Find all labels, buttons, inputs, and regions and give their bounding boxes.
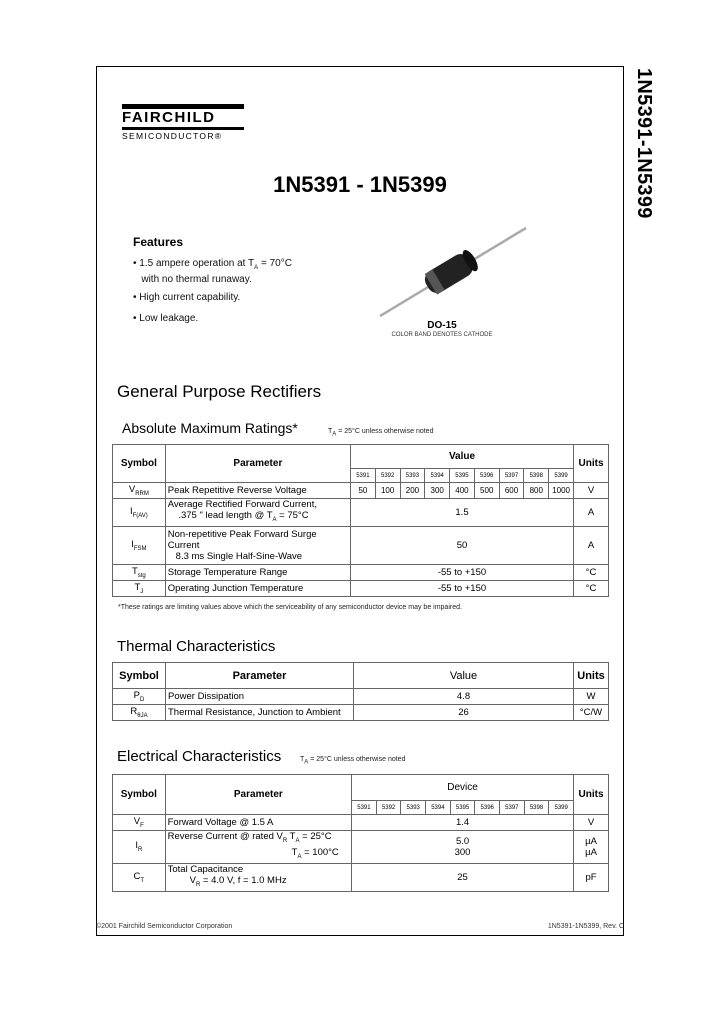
- header-parameter: Parameter: [166, 663, 354, 689]
- package-label: DO-15: [427, 320, 457, 331]
- package-note: COLOR BAND DENOTES CATHODE: [391, 332, 493, 338]
- footer-copyright: ©2001 Fairchild Semiconductor Corporation: [96, 923, 233, 930]
- feature-item-2: • High current capability.: [133, 292, 241, 303]
- header-symbol: Symbol: [113, 775, 166, 815]
- device-col: 5398: [524, 801, 549, 815]
- section-title: General Purpose Rectifiers: [117, 382, 322, 401]
- header-value: Value: [354, 663, 574, 689]
- device-col: 5394: [425, 469, 450, 483]
- table-row: $I_{F(AV)}$ Average Rectified Forward Current, .375 " lead length @ $T_A = 75^\circ C$ 1.5 A: [113, 499, 609, 527]
- logo-sub: SEMICONDUCTOR®: [122, 131, 223, 141]
- device-col: 5394: [426, 801, 451, 815]
- electrical-title: Electrical Characteristics: [117, 748, 282, 765]
- device-col: 5391: [351, 469, 376, 483]
- electrical-table: [112, 774, 609, 892]
- table-row: $V_{RRM}$ Peak Repetitive Reverse Voltage 50 100 200 300 400 500 600 800 1000 V: [113, 483, 609, 499]
- device-col: 5393: [400, 469, 425, 483]
- header-symbol: Symbol: [113, 445, 166, 483]
- header-symbol: Symbol: [113, 663, 166, 689]
- abs-max-table: [112, 444, 609, 597]
- device-col: 5396: [475, 801, 500, 815]
- device-col: 5395: [450, 801, 475, 815]
- thermal-table: [112, 662, 609, 721]
- do15-package-image: [378, 224, 528, 324]
- header-units: Units: [574, 663, 609, 689]
- feature-item-3: • Low leakage.: [133, 313, 199, 324]
- table-row: $P_D$ Power Dissipation 4.8 W: [113, 689, 609, 705]
- table-row: $T_{stg}$ Storage Temperature Range -55 to +150 °C: [113, 564, 609, 580]
- table-row: $V_F$ Forward Voltage @ 1.5 A 1.4 V: [113, 815, 609, 831]
- features-heading: Features: [133, 235, 184, 249]
- header-units: Units: [574, 445, 609, 483]
- table-row: $R_{\theta JA}$ Thermal Resistance, Junction to Ambient 26 °C/W: [113, 705, 609, 721]
- header-units: Units: [574, 775, 609, 815]
- table-row: $I_R$ Reverse Current @ rated $V_R$ $T_A = 25^\circ C$ $T_A = 100^\circ C$ 5.0 300 µA µA: [113, 831, 609, 864]
- abs-max-title: Absolute Maximum Ratings*: [122, 420, 298, 436]
- footer-revision: 1N5391-1N5399, Rev. C: [547, 923, 624, 930]
- logo-name: FAIRCHILD: [122, 109, 216, 126]
- device-col: 5393: [401, 801, 426, 815]
- device-col: 5396: [474, 469, 499, 483]
- side-title: 1N5391-1N5399: [633, 68, 655, 219]
- device-col: 5399: [549, 801, 574, 815]
- feature-item-1: • 1.5 ampere operation at $T_A = 70^\circ C$ with no thermal runaway.: [133, 258, 292, 285]
- fairchild-logo: [122, 104, 244, 141]
- header-parameter: Parameter: [165, 445, 350, 483]
- header-device: Device: [352, 775, 574, 801]
- electrical-note: $T_A = 25^\circ C$ unless otherwise noted: [300, 756, 406, 766]
- device-col: 5398: [524, 469, 549, 483]
- device-col: 5392: [375, 469, 400, 483]
- table-row: $T_J$ Operating Junction Temperature -55 to +150 °C: [113, 580, 609, 596]
- device-col: 5397: [499, 469, 524, 483]
- abs-max-footnote: *These ratings are limiting values above which the serviceability of any semiconductor device may be impaired.: [118, 604, 462, 611]
- device-col: 5397: [500, 801, 525, 815]
- device-col: 5392: [376, 801, 401, 815]
- table-row: $C_T$ Total Capacitance $V_R = 4.0$ V, f = 1.0 MHz 25 pF: [113, 863, 609, 891]
- device-col: 5399: [549, 469, 574, 483]
- thermal-title: Thermal Characteristics: [117, 638, 276, 655]
- abs-max-note: $T_A = 25^\circ C$ unless otherwise noted: [328, 428, 434, 438]
- header-value: Value: [351, 445, 574, 469]
- device-col: 5391: [352, 801, 377, 815]
- table-row: $I_{FSM}$ Non-repetitive Peak Forward Surge Current 8.3 ms Single Half-Sine-Wave 50 A: [113, 526, 609, 564]
- header-parameter: Parameter: [165, 775, 351, 815]
- device-col: 5395: [450, 469, 475, 483]
- part-title: 1N5391 - 1N5399: [273, 172, 447, 197]
